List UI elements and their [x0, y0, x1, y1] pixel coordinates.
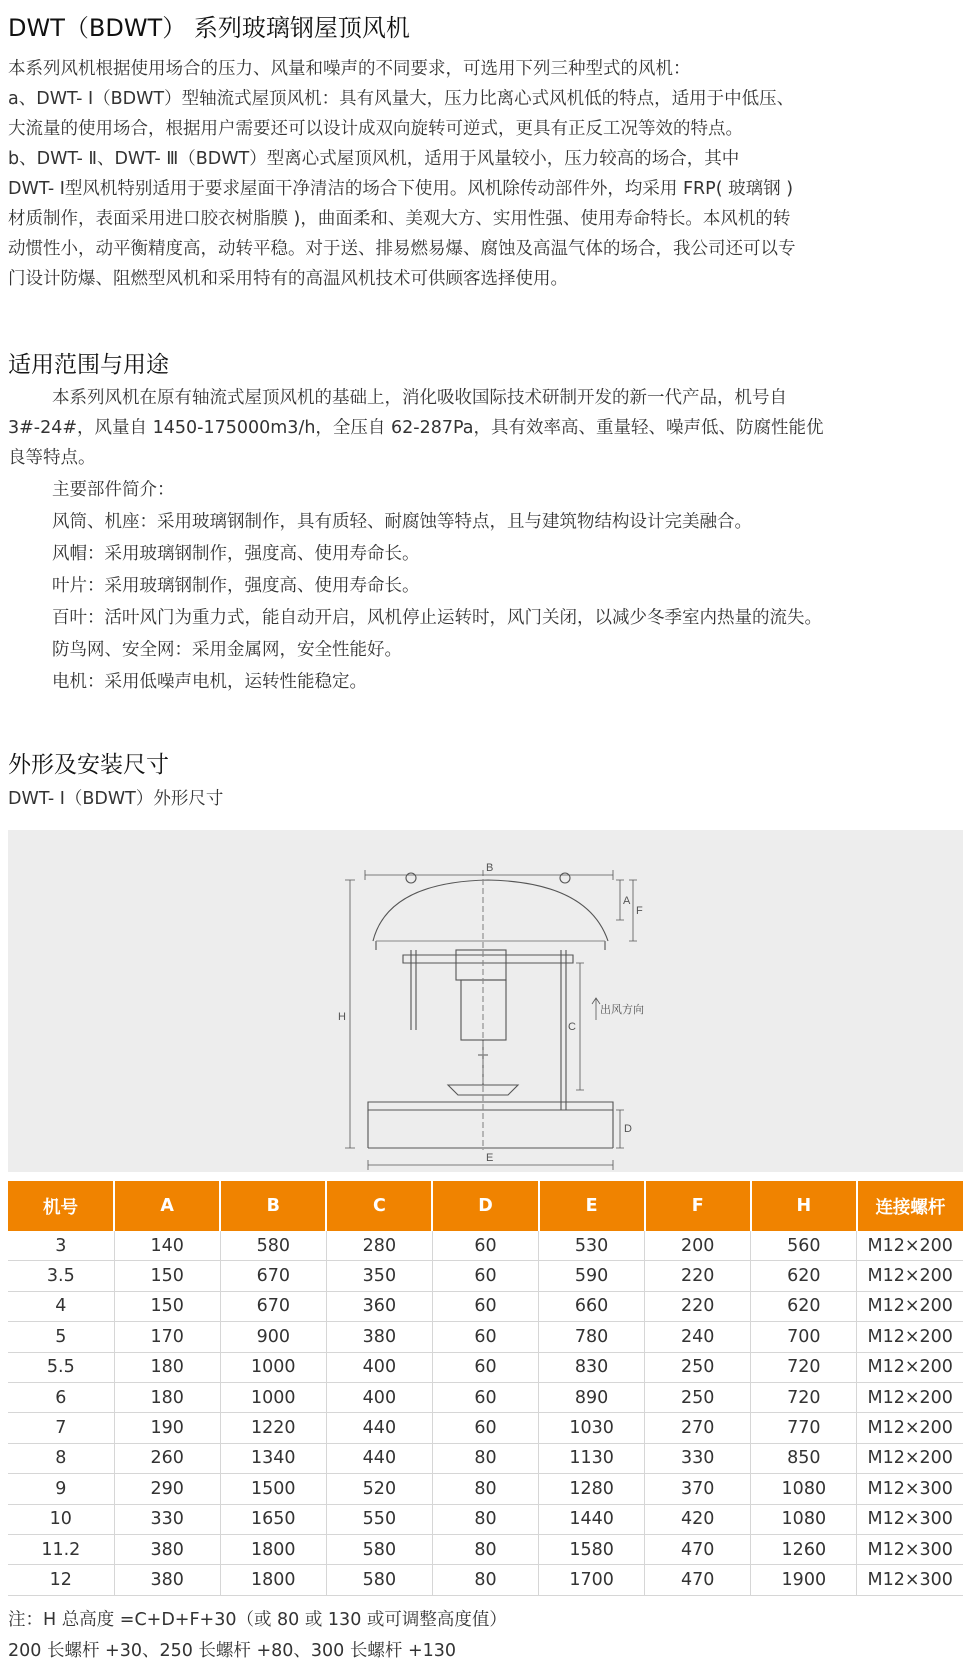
table-cell: 720 [751, 1382, 857, 1412]
scope-line: 3#-24#，风量自 1450-175000m3/h，全压自 62-287Pa，具有效率高、重量轻、噪声低、防腐性能优 [8, 418, 824, 438]
table-cell: 3 [8, 1231, 114, 1261]
parts-item: 叶片：采用玻璃钢制作，强度高、使用寿命长。 [52, 576, 420, 596]
intro-line: 材质制作，表面采用进口胶衣树脂膜 )，曲面柔和、美观大方、实用性强、使用寿命特长。本风机的转 [8, 209, 791, 229]
table-row [8, 1291, 963, 1321]
label-b: B [486, 862, 494, 874]
table-cell: 850 [751, 1443, 857, 1473]
table-cell: 190 [114, 1413, 220, 1443]
table-cell: 580 [326, 1565, 432, 1595]
table-cell: 220 [645, 1291, 751, 1321]
intro-line: a、DWT- Ⅰ（BDWT）型轴流式屋顶风机：具有风量大，压力比离心式风机低的特点，适用于中低压、 [8, 89, 795, 109]
table-cell: 1500 [220, 1474, 326, 1504]
table-cell: 770 [751, 1413, 857, 1443]
section-heading-dimensions: 外形及安装尺寸 [8, 752, 169, 778]
table-cell: 1440 [539, 1504, 645, 1534]
scope-line: 良等特点。 [8, 448, 96, 468]
table-cell: 9 [8, 1474, 114, 1504]
table-cell: 380 [114, 1534, 220, 1564]
table-cell: M12×200 [857, 1413, 963, 1443]
table-cell: 260 [114, 1443, 220, 1473]
table-cell: 670 [220, 1261, 326, 1291]
table-cell: 360 [326, 1291, 432, 1321]
table-cell: 10 [8, 1504, 114, 1534]
table-cell: 670 [220, 1291, 326, 1321]
table-cell: 60 [432, 1322, 538, 1352]
intro-line: 动惯性小，动平衡精度高，动转平稳。对于送、排易燃易爆、腐蚀及高温气体的场合，我公司还可以专 [8, 239, 796, 259]
table-cell: 170 [114, 1322, 220, 1352]
table-cell: 1580 [539, 1534, 645, 1564]
dimension-table [8, 1181, 963, 1596]
table-cell: 1900 [751, 1565, 857, 1595]
header-cell: C [326, 1181, 432, 1231]
table-cell: 1080 [751, 1504, 857, 1534]
table-cell: 620 [751, 1261, 857, 1291]
parts-title: 主要部件简介： [52, 480, 175, 500]
table-cell: M12×200 [857, 1352, 963, 1382]
table-cell: 140 [114, 1231, 220, 1261]
table-cell: 1340 [220, 1443, 326, 1473]
table-cell: 270 [645, 1413, 751, 1443]
table-cell: 520 [326, 1474, 432, 1504]
table-cell: 380 [326, 1322, 432, 1352]
table-cell: M12×300 [857, 1565, 963, 1595]
table-row [8, 1443, 963, 1473]
eye-bolt-left [406, 873, 416, 883]
table-cell: 530 [539, 1231, 645, 1261]
table-row [8, 1504, 963, 1534]
table-cell: 720 [751, 1352, 857, 1382]
table-cell: M12×200 [857, 1322, 963, 1352]
table-cell: M12×200 [857, 1261, 963, 1291]
table-cell: M12×200 [857, 1291, 963, 1321]
dim-d-line [616, 1110, 624, 1148]
table-cell: 150 [114, 1291, 220, 1321]
table-cell: 830 [539, 1352, 645, 1382]
table-cell: 1000 [220, 1382, 326, 1412]
section-heading-scope: 适用范围与用途 [8, 352, 169, 378]
table-cell: 380 [114, 1565, 220, 1595]
table-cell: 330 [645, 1443, 751, 1473]
intro-line: 大流量的使用场合，根据用户需要还可以设计成双向旋转可逆式，更具有正反工况等效的特点。 [8, 119, 743, 139]
table-cell: 550 [326, 1504, 432, 1534]
table-cell: 80 [432, 1504, 538, 1534]
table-cell: 290 [114, 1474, 220, 1504]
table-cell: M12×200 [857, 1231, 963, 1261]
table-cell: 150 [114, 1261, 220, 1291]
table-cell: 400 [326, 1352, 432, 1382]
table-cell: 200 [645, 1231, 751, 1261]
header-cell: F [645, 1181, 751, 1231]
table-row [8, 1322, 963, 1352]
base-walls [368, 1110, 613, 1148]
table-row [8, 1413, 963, 1443]
table-cell: 3.5 [8, 1261, 114, 1291]
note-line: 注：H 总高度 =C+D+F+30（或 80 或 130 或可调整高度值） [8, 1610, 507, 1630]
table-cell: 60 [432, 1291, 538, 1321]
header-cell: D [432, 1181, 538, 1231]
table-cell: 420 [645, 1504, 751, 1534]
table-cell: 470 [645, 1534, 751, 1564]
header-cell: B [220, 1181, 326, 1231]
table-cell: 350 [326, 1261, 432, 1291]
parts-item: 百叶：活叶风门为重力式，能自动开启，风机停止运转时，风门关闭，以减少冬季室内热量的流失。 [52, 608, 822, 628]
table-cell: 250 [645, 1382, 751, 1412]
support-right [561, 950, 566, 1110]
table-cell: 60 [432, 1231, 538, 1261]
table-cell: 1130 [539, 1443, 645, 1473]
table-cell: 280 [326, 1231, 432, 1261]
table-cell: M12×200 [857, 1443, 963, 1473]
page-title: DWT（BDWT） 系列玻璃钢屋顶风机 [8, 14, 410, 42]
label-d: D [624, 1123, 632, 1135]
header-cell: H [751, 1181, 857, 1231]
hood-edges [376, 941, 605, 950]
header-cell: 连接螺杆 [857, 1181, 963, 1231]
table-cell: 4 [8, 1291, 114, 1321]
table-cell: 580 [220, 1231, 326, 1261]
table-cell: 1030 [539, 1413, 645, 1443]
table-cell: M12×300 [857, 1534, 963, 1564]
label-a: A [623, 895, 631, 907]
parts-item: 防鸟网、安全网：采用金属网，安全性能好。 [52, 640, 402, 660]
label-e: E [486, 1152, 494, 1164]
table-cell: 660 [539, 1291, 645, 1321]
table-row [8, 1565, 963, 1595]
table-cell: 1260 [751, 1534, 857, 1564]
header-cell: 机号 [8, 1181, 114, 1231]
table-cell: 80 [432, 1443, 538, 1473]
label-f: F [636, 905, 643, 917]
table-row [8, 1474, 963, 1504]
table-cell: 7 [8, 1413, 114, 1443]
table-cell: 560 [751, 1231, 857, 1261]
note-line: 200 长螺杆 +30、250 长螺杆 +80、300 长螺杆 +130 [8, 1641, 457, 1661]
parts-item: 风帽：采用玻璃钢制作，强度高、使用寿命长。 [52, 544, 420, 564]
table-cell: 240 [645, 1322, 751, 1352]
table-cell: 440 [326, 1413, 432, 1443]
table-cell: 1000 [220, 1352, 326, 1382]
intro-line: b、DWT- Ⅱ、DWT- Ⅲ（BDWT）型离心式屋顶风机，适用于风量较小，压力较高的场合，其中 [8, 149, 740, 169]
hood-outline [373, 880, 608, 941]
table-cell: 590 [539, 1261, 645, 1291]
frame-bar [403, 955, 573, 963]
table-cell: 60 [432, 1382, 538, 1412]
table-cell: 1080 [751, 1474, 857, 1504]
table-cell: 180 [114, 1382, 220, 1412]
header-cell: A [114, 1181, 220, 1231]
table-cell: M12×300 [857, 1474, 963, 1504]
eye-bolt-right [560, 873, 570, 883]
scope-line: 本系列风机在原有轴流式屋顶风机的基础上，消化吸收国际技术研制开发的新一代产品，机号自 [52, 388, 787, 408]
dim-h-line [345, 880, 355, 1148]
table-cell: M12×300 [857, 1504, 963, 1534]
table-cell: 400 [326, 1382, 432, 1412]
table-cell: 330 [114, 1504, 220, 1534]
table-row [8, 1382, 963, 1412]
table-cell: 60 [432, 1352, 538, 1382]
table-cell: 1700 [539, 1565, 645, 1595]
table-cell: 6 [8, 1382, 114, 1412]
parts-item: 风筒、机座：采用玻璃钢制作，具有质轻、耐腐蚀等特点，且与建筑物结构设计完美融合。 [52, 512, 752, 532]
table-cell: 580 [326, 1534, 432, 1564]
table-cell: 1220 [220, 1413, 326, 1443]
fan-drawing-svg [8, 830, 963, 1172]
table-cell: 80 [432, 1565, 538, 1595]
table-row [8, 1534, 963, 1564]
intro-line: DWT- Ⅰ型风机特别适用于要求屋面干净清洁的场合下使用。风机除传动部件外，均采用 FRP( 玻璃钢 ) [8, 179, 794, 199]
table-row [8, 1231, 963, 1261]
table-cell: 12 [8, 1565, 114, 1595]
table-cell: 8 [8, 1443, 114, 1473]
table-cell: 80 [432, 1474, 538, 1504]
intro-line: 本系列风机根据使用场合的压力、风量和噪声的不同要求，可选用下列三种型式的风机： [8, 59, 691, 79]
parts-item: 电机：采用低噪声电机，运转性能稳定。 [52, 672, 367, 692]
table-cell: 370 [645, 1474, 751, 1504]
fan-dimension-drawing [8, 830, 963, 1172]
table-row [8, 1352, 963, 1382]
table-cell: 890 [539, 1382, 645, 1412]
airflow-arrow [592, 998, 600, 1020]
table-cell: M12×200 [857, 1382, 963, 1412]
dim-c-line [576, 963, 584, 1090]
table-cell: 11.2 [8, 1534, 114, 1564]
table-cell: 1800 [220, 1565, 326, 1595]
table-cell: 5 [8, 1322, 114, 1352]
table-cell: 1800 [220, 1534, 326, 1564]
dimensions-subtitle: DWT- Ⅰ（BDWT）外形尺寸 [8, 789, 224, 809]
table-cell: 780 [539, 1322, 645, 1352]
table-cell: 250 [645, 1352, 751, 1382]
table-cell: 220 [645, 1261, 751, 1291]
support-left [411, 950, 416, 1030]
table-cell: 1650 [220, 1504, 326, 1534]
table-body [8, 1231, 963, 1595]
table-cell: 180 [114, 1352, 220, 1382]
table-cell: 5.5 [8, 1352, 114, 1382]
table-cell: 620 [751, 1291, 857, 1321]
label-h: H [338, 1011, 346, 1023]
table-cell: 470 [645, 1565, 751, 1595]
table-cell: 60 [432, 1261, 538, 1291]
intro-line: 门设计防爆、阻燃型风机和采用特有的高温风机技术可供顾客选择使用。 [8, 269, 568, 289]
label-airflow: 出风方向 [600, 1004, 644, 1016]
table-cell: 440 [326, 1443, 432, 1473]
table-cell: 60 [432, 1413, 538, 1443]
table-cell: 80 [432, 1534, 538, 1564]
table-cell: 900 [220, 1322, 326, 1352]
table-header-row [8, 1181, 963, 1231]
label-c: C [568, 1021, 576, 1033]
table-cell: 700 [751, 1322, 857, 1352]
base-plate [368, 1102, 613, 1110]
header-cell: E [539, 1181, 645, 1231]
table-cell: 1280 [539, 1474, 645, 1504]
table-row [8, 1261, 963, 1291]
